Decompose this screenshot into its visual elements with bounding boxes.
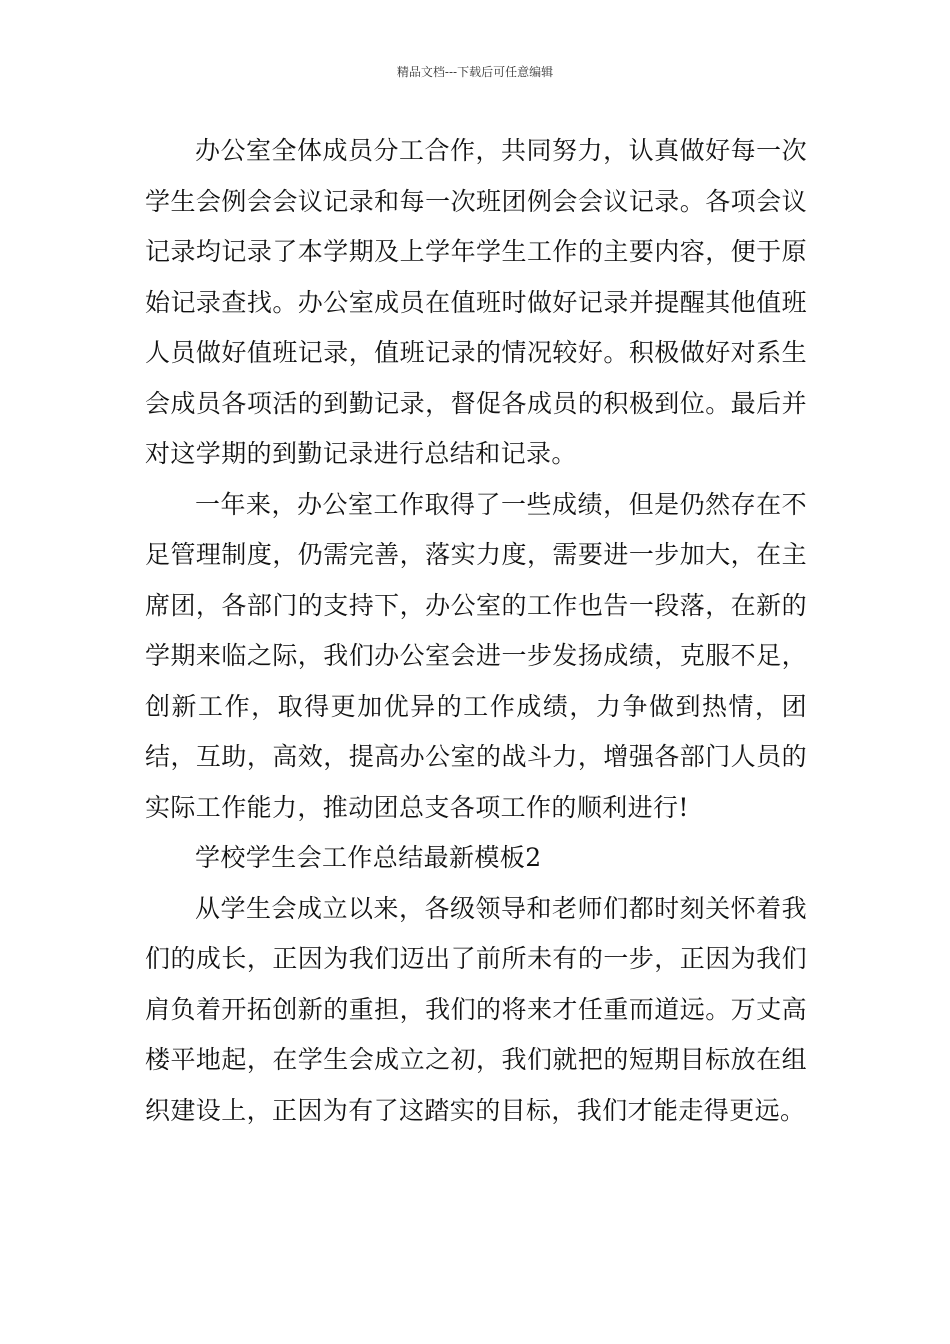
paragraph-year-summary: 一年来，办公室工作取得了一些成绩，但是仍然存在不足管理制度，仍需完善，落实力度，需要进一步加大，在主席团，各部门的支持下，办公室的工作也告一段落，在新的学期来临之际，我们办公室会进一步发扬成绩，克服不足，创新工作，取得更加优异的工作成绩，力争做到热情，团结，互助，高效，提高办公室的战斗力，增强各部门人员的实际工作能力，推动团总支各项工作的顺利进行!	[145, 489, 807, 822]
page-header: 精品文档---下载后可任意编辑	[396, 65, 554, 79]
document-body	[145, 126, 807, 1136]
paragraph-office-records: 办公室全体成员分工合作，共同努力，认真做好每一次学生会例会会议记录和每一次班团例会会议记录。各项会议记录均记录了本学期及上学年学生工作的主要内容，便于原始记录查找。办公室成员在值班时做好记录并提醒其他值班人员做好值班记录，值班记录的情况较好。积极做好对系生会成员各项活的到勤记录，督促各成员的积极到位。最后并对这学期的到勤记录进行总结和记录。	[145, 136, 807, 468]
section-heading: 学校学生会工作总结最新模板2	[195, 843, 542, 872]
paragraph-student-union-growth: 从学生会成立以来，各级领导和老师们都时刻关怀着我们的成长，正因为我们迈出了前所未有的一步，正因为我们肩负着开拓创新的重担，我们的将来才任重而道远。万丈高楼平地起，在学生会成立之初，我们就把的短期目标放在组织建设上，正因为有了这踏实的目标，我们才能走得更远。	[145, 893, 807, 1125]
